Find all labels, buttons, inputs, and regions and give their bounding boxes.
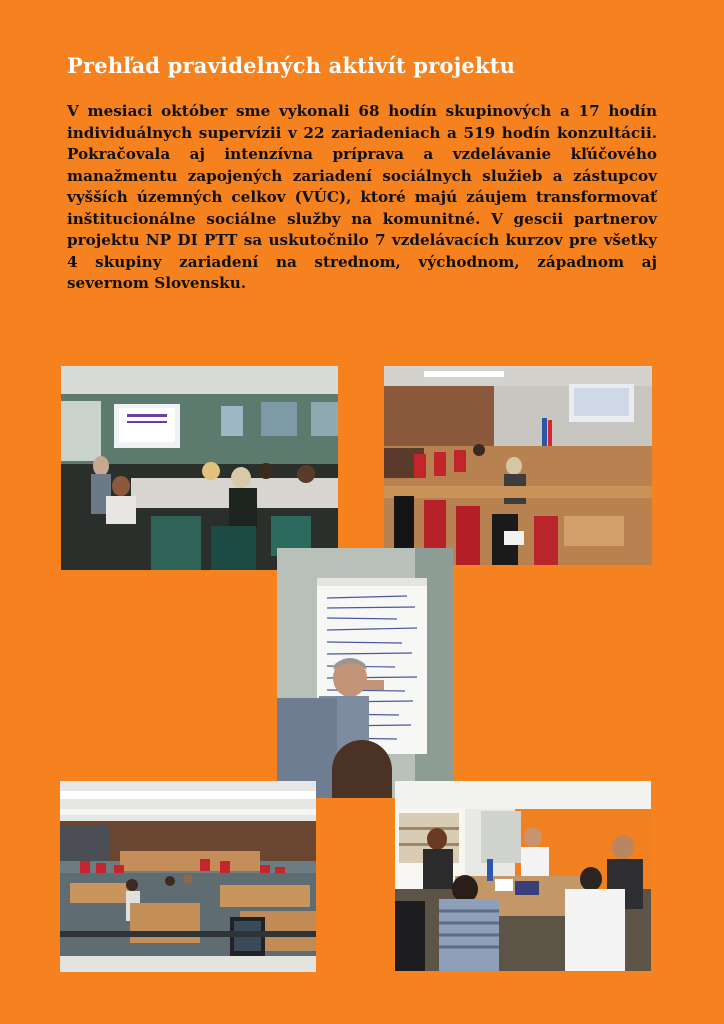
photo-seminar-room xyxy=(61,366,338,570)
photo-flipchart-presenter xyxy=(277,548,453,798)
page-title: Prehľad pravidelných aktivít projektu xyxy=(67,53,516,78)
photo-auditorium xyxy=(60,781,316,972)
body-paragraph: V mesiaci október sme vykonali 68 hodín skupinových a 17 hodín individuálnych supervízii v 22 zariadeniach a 519 hodín konzultácii. Pokračovala aj intenzívna príprava a vzdelávanie kľúčového manažmentu zapojených zariadení sociálnych služieb a zástupcov vyšších územných celkov (VÚC), ktoré majú záujem transformovať inštitucionálne sociálne služby na komunitné. V gescii partnerov projektu NP DI PTT sa uskutočnilo 7 vzdelávacích kurzov pre všetky 4 skupiny zariadení na strednom, východnom, západnom aj severnom Slovensku. xyxy=(67,102,657,292)
photo-conference-hall xyxy=(384,366,652,565)
photo-group-meeting xyxy=(395,781,651,971)
